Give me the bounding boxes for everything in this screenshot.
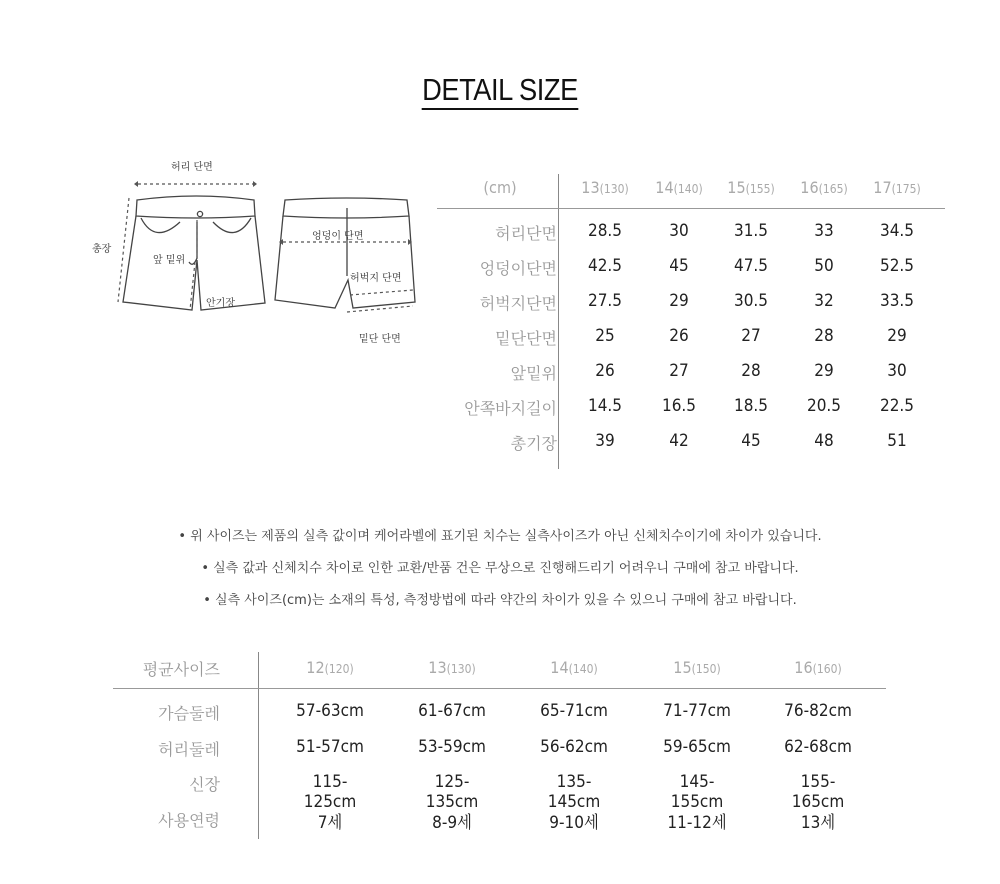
table-row	[437, 424, 945, 459]
note-measurement: • 위 사이즈는 제품의 실측 값이며 케어라벨에 표기된 치수는 실측사이즈가 아닌 신체치수이기에 차이가 있습니다.	[178, 529, 822, 544]
table-cell: 28	[814, 326, 834, 346]
table-cell: 30	[887, 361, 907, 381]
table-row	[437, 319, 945, 354]
front-rise-label: 앞 밑위	[153, 255, 186, 266]
table-cell: 56-62cm	[540, 736, 608, 757]
row-label: 허리둘레	[158, 739, 220, 759]
note-exchange: • 실측 값과 신체치수 차이로 인한 교환/반품 건은 무상으로 진행해드리기 어려우니 구매에 참고 바랍니다.	[201, 561, 799, 576]
table-cell: 34.5	[879, 221, 915, 241]
table-cell: 25	[595, 326, 615, 346]
table-cell: 26	[669, 326, 689, 346]
table-cell: 51-57cm	[296, 736, 364, 757]
table-cell: 48	[814, 431, 834, 451]
table-cell: 50	[814, 256, 834, 276]
row-label: 밑단단면	[495, 329, 557, 348]
column-header: 12(120)	[306, 658, 354, 677]
total-length-label: 총장	[92, 244, 112, 255]
table-cell: 53-59cm	[418, 736, 486, 757]
column-header: 15(155)	[727, 178, 775, 197]
table-row	[437, 249, 945, 284]
row-label: 허리단면	[495, 224, 557, 243]
table-cell: 18.5	[733, 396, 769, 416]
table-cell: 65-71cm	[540, 701, 608, 721]
table-row	[113, 763, 886, 812]
column-header: 13(130)	[581, 178, 629, 197]
table-row	[113, 692, 886, 728]
row-label: 허벅지단면	[479, 294, 557, 313]
table-cell: 47.5	[733, 256, 769, 276]
header-label: 평균사이즈	[142, 660, 220, 679]
row-label: 신장	[189, 775, 220, 794]
table-cell: 62-68cm	[784, 736, 852, 757]
table-row	[437, 284, 945, 319]
table-cell: 29	[814, 361, 834, 381]
inseam-label: 안기장	[206, 298, 235, 309]
table-cell: 71-77cm	[663, 701, 731, 721]
table-cell: 7세	[317, 812, 343, 833]
note-variance: • 실측 사이즈(cm)는 소재의 특성, 측정방법에 따라 약간의 차이가 있을 수 있으니 구매에 참고 바랍니다.	[203, 593, 797, 608]
table-cell: 45	[741, 431, 761, 451]
waist-section-label: 허리 단면	[171, 162, 213, 173]
thigh-section-label: 허벅지 단면	[350, 273, 402, 284]
table-cell: 59-65cm	[663, 736, 731, 757]
table-cell: 27.5	[587, 291, 623, 311]
table-cell: 135-145cm	[547, 772, 601, 812]
table-cell: 27	[669, 361, 689, 381]
table-row	[437, 389, 945, 424]
table-cell: 52.5	[879, 256, 915, 276]
table-cell: 27	[741, 326, 761, 346]
table-cell: 29	[669, 291, 689, 311]
table-cell: 57-63cm	[296, 701, 364, 721]
column-header: 13(130)	[428, 658, 476, 677]
table-cell: 13세	[800, 812, 836, 833]
row-label: 총기장	[510, 434, 557, 453]
table-cell: 42.5	[587, 256, 623, 276]
table-cell: 20.5	[806, 396, 842, 416]
column-header: 16(160)	[794, 658, 842, 677]
table-row	[113, 799, 886, 835]
table-cell: 33	[814, 221, 834, 241]
row-label: 가슴둘레	[158, 704, 220, 723]
table-cell: 30	[669, 221, 689, 241]
column-header: 14(140)	[550, 658, 598, 677]
column-header: 17(175)	[873, 178, 921, 197]
table-cell: 28.5	[587, 221, 623, 241]
average-size-table	[113, 652, 886, 834]
shorts-diagram	[85, 150, 430, 350]
column-header: 14(140)	[655, 178, 703, 197]
table-cell: 22.5	[879, 396, 915, 416]
table-cell: 16.5	[661, 396, 697, 416]
detail-size-table	[437, 172, 945, 459]
table-cell: 33.5	[879, 291, 915, 311]
shorts-illustration	[85, 150, 430, 350]
page-title: DETAIL SIZE	[60, 72, 940, 108]
table-cell: 51	[887, 431, 907, 451]
table-cell: 39	[595, 431, 615, 451]
row-label: 앞밑위	[510, 364, 557, 383]
table-header	[437, 172, 945, 209]
table-cell: 26	[595, 361, 615, 381]
unit-label: (cm)	[483, 178, 517, 197]
table-cell: 115-125cm	[303, 772, 357, 812]
row-label: 사용연령	[158, 810, 220, 830]
column-header: 16(165)	[800, 178, 848, 197]
table-cell: 11-12세	[667, 812, 727, 833]
table-row	[113, 728, 886, 764]
table-row	[437, 214, 945, 249]
table-row	[437, 354, 945, 389]
table-cell: 31.5	[733, 221, 769, 241]
table-cell: 145-155cm	[670, 772, 724, 812]
row-label: 엉덩이단면	[479, 259, 557, 278]
hip-section-label: 엉덩이 단면	[312, 231, 364, 242]
table-cell: 9-10세	[549, 812, 599, 833]
hem-section-label: 밑단 단면	[359, 334, 401, 345]
table-cell: 28	[741, 361, 761, 381]
column-header: 15(150)	[673, 658, 721, 677]
table-cell: 8-9세	[432, 812, 472, 833]
table-cell: 30.5	[733, 291, 769, 311]
table-cell: 155-165cm	[791, 772, 845, 812]
table-cell: 29	[887, 326, 907, 346]
row-label: 안쪽바지길이	[464, 399, 557, 418]
table-cell: 14.5	[587, 396, 623, 416]
table-cell: 76-82cm	[784, 701, 852, 721]
table-cell: 45	[669, 256, 689, 276]
table-header	[113, 652, 886, 689]
table-cell: 61-67cm	[418, 701, 486, 721]
table-cell: 42	[669, 431, 689, 451]
table-cell: 125-135cm	[425, 772, 479, 812]
table-cell: 32	[814, 291, 834, 311]
